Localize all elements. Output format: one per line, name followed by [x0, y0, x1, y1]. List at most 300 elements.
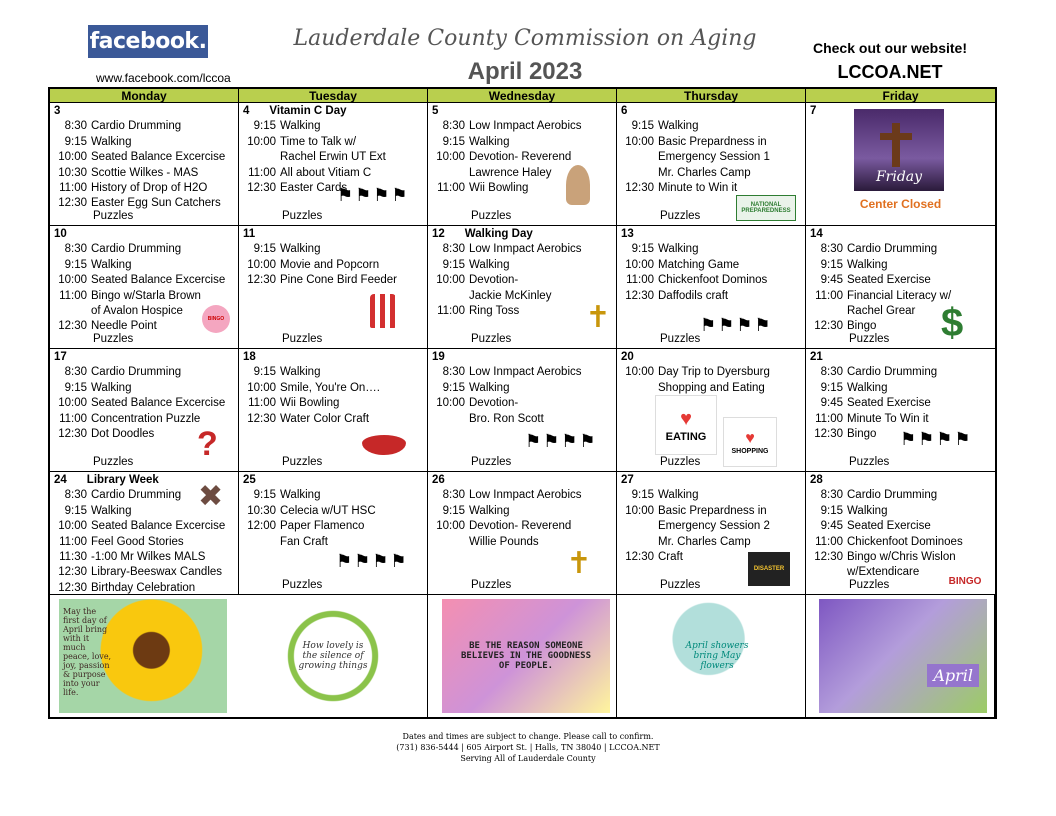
- day-number: 18: [243, 351, 256, 363]
- day-number: 25: [243, 474, 256, 486]
- event-activity: Cardio Drumming: [91, 120, 182, 133]
- event-line: [432, 135, 616, 150]
- day-number: 13: [621, 228, 634, 240]
- event-activity: Mr. Charles Camp: [658, 535, 751, 548]
- day-cell-14: [806, 226, 995, 349]
- event-line: [54, 550, 238, 565]
- day-cell-5: [428, 103, 617, 226]
- event-line: [243, 242, 427, 257]
- walkers-icon: ⚑⚑⚑⚑: [700, 315, 773, 335]
- dollar-icon: $: [941, 301, 964, 345]
- event-time: 12:30: [814, 428, 843, 441]
- event-time: 9:15: [442, 504, 465, 517]
- day-header: [243, 350, 427, 365]
- footer-service-area: Serving All of Lauderdale County: [460, 754, 596, 763]
- event-activity: Seated Balance Excercise: [91, 274, 226, 287]
- event-line: [243, 396, 427, 411]
- shopping-label: SHOPPING: [731, 447, 769, 455]
- day-cell-7: [806, 103, 995, 226]
- day-cell-11: [239, 226, 428, 349]
- event-time: 11:00: [59, 535, 87, 548]
- month-title: April 2023: [467, 58, 583, 85]
- event-activity: Walking: [469, 381, 510, 394]
- event-line: [243, 412, 427, 427]
- event-time: 11:00: [248, 166, 276, 179]
- walkers-icon: ⚑⚑⚑⚑: [337, 185, 410, 205]
- event-activity: Rachel Erwin UT Ext: [280, 151, 386, 164]
- event-time: 10:00: [58, 274, 87, 287]
- organization-title: Lauderdale County Commission on Aging: [293, 26, 757, 51]
- wreath-quote-text: How lovely is the silence of growing things: [298, 641, 368, 671]
- event-activity: Mr. Charles Camp: [658, 166, 751, 179]
- day-number: 11: [243, 228, 256, 240]
- event-activity: Ring Toss: [469, 305, 520, 318]
- event-activity: Walking: [280, 243, 321, 256]
- event-activity: of Avalon Hospice: [91, 305, 183, 318]
- day-number: 3: [54, 105, 61, 117]
- day-header: [621, 104, 805, 119]
- event-activity: History of Drop of H2O: [91, 182, 208, 195]
- footer: [300, 731, 756, 764]
- event-activity: Library-Beeswax Candles: [91, 566, 223, 579]
- disaster-label: DISASTER: [753, 566, 785, 572]
- event-time: 10:00: [625, 504, 654, 517]
- event-line: [621, 519, 805, 534]
- question-icon: [197, 425, 218, 464]
- crossed-sticks-icon: ✖: [198, 480, 224, 513]
- event-activity: Concentration Puzzle: [91, 412, 201, 425]
- event-activity: Financial Literacy w/: [847, 289, 952, 302]
- bowling-icon: [566, 165, 590, 205]
- event-activity: Seated Exercise: [847, 520, 931, 533]
- event-line: [432, 519, 616, 534]
- event-time: 9:15: [253, 489, 276, 502]
- day-header: [810, 227, 995, 242]
- event-line: [621, 166, 805, 181]
- event-activity: Walking: [91, 258, 132, 271]
- event-activity: Devotion-: [469, 397, 519, 410]
- event-line: [810, 242, 995, 257]
- puzzles-label: Puzzles: [93, 332, 134, 345]
- event-time: 11:00: [815, 412, 843, 425]
- walkers-icon: [700, 315, 773, 336]
- event-activity: Shopping and Eating: [658, 381, 765, 394]
- event-line: [432, 381, 616, 396]
- event-time: 11:00: [437, 182, 465, 195]
- event-activity: Paper Flamenco: [280, 520, 365, 533]
- bible-cross-icon: ✝: [566, 546, 592, 580]
- day-cell-4: [239, 103, 428, 226]
- event-line: [810, 273, 995, 288]
- day-cell-25: [239, 472, 428, 595]
- day-header: [54, 104, 238, 119]
- event-activity: Easter Egg Sun Catchers: [91, 197, 221, 210]
- day-header: [621, 473, 805, 488]
- event-line: [243, 150, 427, 165]
- day-header: [243, 473, 427, 488]
- event-line: [54, 289, 238, 304]
- event-activity: Walking: [847, 258, 888, 271]
- event-line: [243, 258, 427, 273]
- event-activity: Cardio Drumming: [847, 366, 938, 379]
- facebook-url[interactable]: www.facebook.com/lccoa: [96, 71, 231, 85]
- event-line: [432, 504, 616, 519]
- event-time: 11:30: [59, 551, 87, 564]
- day-number: 26: [432, 474, 445, 486]
- event-line: [621, 119, 805, 134]
- event-activity: w/Extendicare: [847, 566, 920, 579]
- event-time: 8:30: [442, 489, 465, 502]
- event-line: [621, 273, 805, 288]
- day-number: 12: [432, 228, 445, 240]
- event-time: 9:15: [64, 258, 87, 271]
- event-time: 9:15: [442, 381, 465, 394]
- event-time: 10:00: [625, 135, 654, 148]
- event-activity: Basic Prepardness in: [658, 135, 767, 148]
- event-time: 9:15: [64, 135, 87, 148]
- event-activity: Walking: [280, 489, 321, 502]
- event-time: 10:00: [625, 366, 654, 379]
- heart-icon: ♥: [745, 429, 755, 447]
- event-activity: Walking: [91, 381, 132, 394]
- event-line: [54, 581, 238, 595]
- day-theme: Vitamin C Day: [269, 105, 347, 117]
- event-activity: Bingo w/Chris Wislon: [847, 551, 956, 564]
- event-line: [54, 519, 238, 534]
- dayhead-tuesday: Tuesday: [239, 89, 428, 103]
- event-activity: Matching Game: [658, 258, 740, 271]
- event-line: [432, 242, 616, 257]
- april-flowers-text: April: [927, 664, 979, 687]
- disaster-icon: [748, 552, 790, 586]
- crossed-sticks-icon: [198, 479, 223, 514]
- day-header: [432, 473, 616, 488]
- showers-quote-text: April showers bring May flowers: [685, 641, 749, 671]
- event-activity: Jackie McKinley: [469, 289, 552, 302]
- event-line: [621, 258, 805, 273]
- good-friday-image: [854, 109, 944, 191]
- event-activity: Chickenfoot Dominos: [658, 274, 768, 287]
- event-activity: Seated Balance Excercise: [91, 397, 226, 410]
- calendar-grid: [48, 87, 997, 719]
- event-time: 10:00: [436, 520, 465, 533]
- event-activity: Devotion-: [469, 274, 519, 287]
- event-line: [54, 381, 238, 396]
- event-time: 12:30: [625, 289, 654, 302]
- event-line: [54, 150, 238, 165]
- bingo-balls-icon: [936, 573, 994, 589]
- event-activity: Walking: [658, 489, 699, 502]
- image-cell-4: [617, 595, 806, 717]
- event-activity: Lawrence Haley: [469, 166, 552, 179]
- event-line: [621, 365, 805, 380]
- day-number: 17: [54, 351, 67, 363]
- puzzles-label: Puzzles: [282, 578, 323, 591]
- bible-cross-icon: [558, 545, 600, 581]
- day-header: [54, 227, 238, 242]
- event-activity: Cardio Drumming: [91, 243, 182, 256]
- bible-cross-icon: ✝: [585, 300, 611, 334]
- day-cell-21: [806, 349, 995, 472]
- day-number: 7: [810, 105, 817, 117]
- cross-icon: [892, 123, 900, 167]
- event-time: 11:00: [59, 289, 87, 302]
- website-prompt: Check out our website!: [812, 40, 968, 56]
- event-time: 8:30: [64, 489, 87, 502]
- event-time: 12:30: [247, 182, 276, 195]
- day-header: [54, 350, 238, 365]
- event-activity: Bingo: [847, 320, 877, 333]
- event-activity: Birthday Celebration: [91, 581, 196, 594]
- event-time: 10:00: [247, 258, 276, 271]
- puzzles-label: Puzzles: [282, 455, 323, 468]
- event-activity: Low Inmpact Aerobics: [469, 120, 582, 133]
- footer-contact: (731) 836-5444 | 605 Airport St. | Halls, TN 38040 | LCCOA.NET: [396, 743, 660, 752]
- event-time: 8:30: [820, 243, 843, 256]
- sunflower-quote-text: May the first day of April bring with it much peace, love, joy, passion & purpose into your life.: [63, 607, 112, 697]
- event-line: [810, 550, 995, 565]
- event-time: 11:00: [626, 274, 654, 287]
- event-line: [432, 119, 616, 134]
- event-time: 12:30: [247, 274, 276, 287]
- puzzles-label: Puzzles: [282, 209, 323, 222]
- eating-icon: [655, 395, 717, 455]
- event-activity: Minute to Win it: [658, 182, 738, 195]
- event-activity: Emergency Session 1: [658, 151, 770, 164]
- website-url[interactable]: LCCOA.NET: [837, 62, 943, 82]
- puzzles-label: Puzzles: [849, 332, 890, 345]
- event-activity: Seated Balance Excercise: [91, 520, 226, 533]
- event-activity: Emergency Session 2: [658, 520, 770, 533]
- puzzles-label: Puzzles: [660, 209, 701, 222]
- bingo-face-label: BINGO: [207, 316, 225, 322]
- event-line: [432, 396, 616, 411]
- event-activity: Willie Pounds: [469, 535, 539, 548]
- puzzles-label: Puzzles: [660, 332, 701, 345]
- day-number: 19: [432, 351, 445, 363]
- day-number: 21: [810, 351, 823, 363]
- event-line: [621, 535, 805, 550]
- event-line: [621, 150, 805, 165]
- event-activity: Walking: [469, 135, 510, 148]
- dayhead-monday: Monday: [50, 89, 239, 103]
- event-line: [810, 535, 995, 550]
- event-time: 10:00: [436, 274, 465, 287]
- event-activity: Wii Bowling: [280, 397, 340, 410]
- puzzles-label: Puzzles: [471, 455, 512, 468]
- event-line: [810, 258, 995, 273]
- event-activity: Walking: [658, 120, 699, 133]
- event-time: 12:30: [58, 581, 87, 594]
- event-line: [621, 488, 805, 503]
- eating-label: EATING: [665, 430, 707, 443]
- event-time: 10:30: [58, 166, 87, 179]
- event-time: 9:15: [253, 120, 276, 133]
- event-line: [54, 565, 238, 580]
- footer-disclaimer: Dates and times are subject to change. Please call to confirm.: [402, 732, 654, 741]
- event-time: 10:30: [247, 504, 276, 517]
- day-header: [432, 227, 616, 242]
- event-time: 12:30: [625, 182, 654, 195]
- event-line: [54, 396, 238, 411]
- event-line: [810, 488, 995, 503]
- event-activity: Fan Craft: [280, 535, 328, 548]
- puzzles-label: Puzzles: [660, 578, 701, 591]
- event-line: [621, 504, 805, 519]
- walkers-icon: [525, 431, 598, 452]
- event-time: 9:15: [64, 504, 87, 517]
- event-activity: Walking: [847, 504, 888, 517]
- event-line: [243, 488, 427, 503]
- event-activity: Bingo: [847, 428, 877, 441]
- event-line: [810, 519, 995, 534]
- day-header: [621, 227, 805, 242]
- center-closed-label: Center Closed: [859, 197, 942, 211]
- event-line: [432, 258, 616, 273]
- day-header: [432, 104, 616, 119]
- day-theme: Walking Day: [464, 228, 533, 240]
- event-time: 9:45: [820, 397, 843, 410]
- bingo-label: BINGO: [948, 575, 982, 587]
- day-number: 24: [54, 474, 67, 486]
- bingo-face-icon: [202, 305, 230, 333]
- event-line: [243, 535, 427, 550]
- dayhead-wednesday: Wednesday: [428, 89, 617, 103]
- event-line: [621, 135, 805, 150]
- event-activity: Rachel Grear: [847, 305, 916, 318]
- event-activity: Water Color Craft: [280, 412, 370, 425]
- event-line: [243, 273, 427, 288]
- event-time: 10:00: [58, 151, 87, 164]
- event-activity: Celecia w/UT HSC: [280, 504, 376, 517]
- event-time: 8:30: [820, 366, 843, 379]
- event-line: [810, 396, 995, 411]
- event-activity: Basic Prepardness in: [658, 504, 767, 517]
- event-time: 8:30: [64, 366, 87, 379]
- bible-cross-icon: [577, 299, 619, 335]
- event-activity: Low Inmpact Aerobics: [469, 243, 582, 256]
- event-activity: Craft: [658, 551, 683, 564]
- event-time: 10:00: [58, 397, 87, 410]
- event-time: 11:00: [815, 289, 843, 302]
- event-time: 9:15: [820, 504, 843, 517]
- event-activity: Bingo w/Starla Brown: [91, 289, 201, 302]
- event-line: [621, 242, 805, 257]
- dayhead-thursday: Thursday: [617, 89, 806, 103]
- event-activity: Walking: [280, 366, 321, 379]
- day-number: 10: [54, 228, 67, 240]
- puzzles-label: Puzzles: [93, 455, 134, 468]
- event-activity: Needle Point: [91, 320, 157, 333]
- event-time: 9:15: [631, 120, 654, 133]
- event-time: 10:00: [247, 135, 276, 148]
- event-line: [243, 166, 427, 181]
- event-activity: Low Inmpact Aerobics: [469, 366, 582, 379]
- event-activity: Wii Bowling: [469, 182, 529, 195]
- day-header: [243, 104, 427, 119]
- day-header: [810, 350, 995, 365]
- event-time: 9:45: [820, 274, 843, 287]
- day-number: 6: [621, 105, 628, 117]
- puzzles-label: Puzzles: [93, 209, 134, 222]
- day-number: 14: [810, 228, 823, 240]
- event-line: [54, 535, 238, 550]
- event-line: [243, 119, 427, 134]
- event-time: 9:15: [442, 135, 465, 148]
- event-time: 9:15: [442, 258, 465, 271]
- event-activity: Scottie Wilkes - MAS: [91, 166, 199, 179]
- event-activity: Dot Doodles: [91, 428, 155, 441]
- puzzles-label: Puzzles: [471, 578, 512, 591]
- walkers-icon: ⚑⚑⚑⚑: [900, 429, 973, 449]
- puzzles-label: Puzzles: [471, 332, 512, 345]
- event-activity: Time to Talk w/: [280, 135, 357, 148]
- puzzles-label: Puzzles: [471, 209, 512, 222]
- day-theme: Library Week: [86, 474, 159, 486]
- event-line: [54, 166, 238, 181]
- dollar-icon: [941, 301, 963, 346]
- event-time: 12:30: [814, 551, 843, 564]
- event-activity: Walking: [280, 120, 321, 133]
- event-time: 12:30: [58, 428, 87, 441]
- event-activity: Pine Cone Bird Feeder: [280, 274, 397, 287]
- event-line: [243, 135, 427, 150]
- question-icon: ?: [197, 425, 218, 463]
- event-time: 9:15: [64, 381, 87, 394]
- event-line: [243, 519, 427, 534]
- day-number: 27: [621, 474, 634, 486]
- event-line: [54, 135, 238, 150]
- image-cell-2: [239, 595, 428, 717]
- event-line: [810, 412, 995, 427]
- event-line: [54, 258, 238, 273]
- facebook-logo[interactable]: facebook.: [88, 25, 208, 58]
- event-line: [810, 504, 995, 519]
- popcorn-icon: [370, 294, 396, 328]
- event-time: 10:00: [58, 520, 87, 533]
- event-activity: Walking: [469, 504, 510, 517]
- image-cell-5: [806, 595, 995, 717]
- preparedness-label: NATIONAL PREPAREDNESS: [741, 202, 791, 214]
- event-activity: Day Trip to Dyersburg: [658, 366, 770, 379]
- event-line: [621, 289, 805, 304]
- day-number: 28: [810, 474, 823, 486]
- event-time: 10:00: [625, 258, 654, 271]
- day-header: [243, 227, 427, 242]
- day-header: [621, 350, 805, 365]
- walkers-icon: ⚑⚑⚑⚑: [336, 551, 409, 571]
- event-line: [54, 119, 238, 134]
- event-activity: Daffodils craft: [658, 289, 729, 302]
- day-header: [810, 473, 995, 488]
- event-time: 10:00: [247, 381, 276, 394]
- dayhead-friday: Friday: [806, 89, 995, 103]
- event-time: 11:00: [815, 535, 843, 548]
- event-time: 8:30: [442, 366, 465, 379]
- event-activity: Feel Good Stories: [91, 535, 184, 548]
- event-activity: Devotion- Reverend: [469, 151, 572, 164]
- event-time: 11:00: [437, 305, 465, 318]
- event-activity: Minute To Win it: [847, 412, 929, 425]
- event-line: [810, 304, 995, 319]
- event-line: [243, 365, 427, 380]
- heart-icon: ♥: [680, 407, 692, 430]
- day-cell-3: [50, 103, 239, 226]
- event-line: [432, 412, 616, 427]
- event-time: 12:30: [625, 551, 654, 564]
- event-time: 11:00: [59, 182, 87, 195]
- event-activity: -1:00 Mr Wilkes MALS: [91, 551, 206, 564]
